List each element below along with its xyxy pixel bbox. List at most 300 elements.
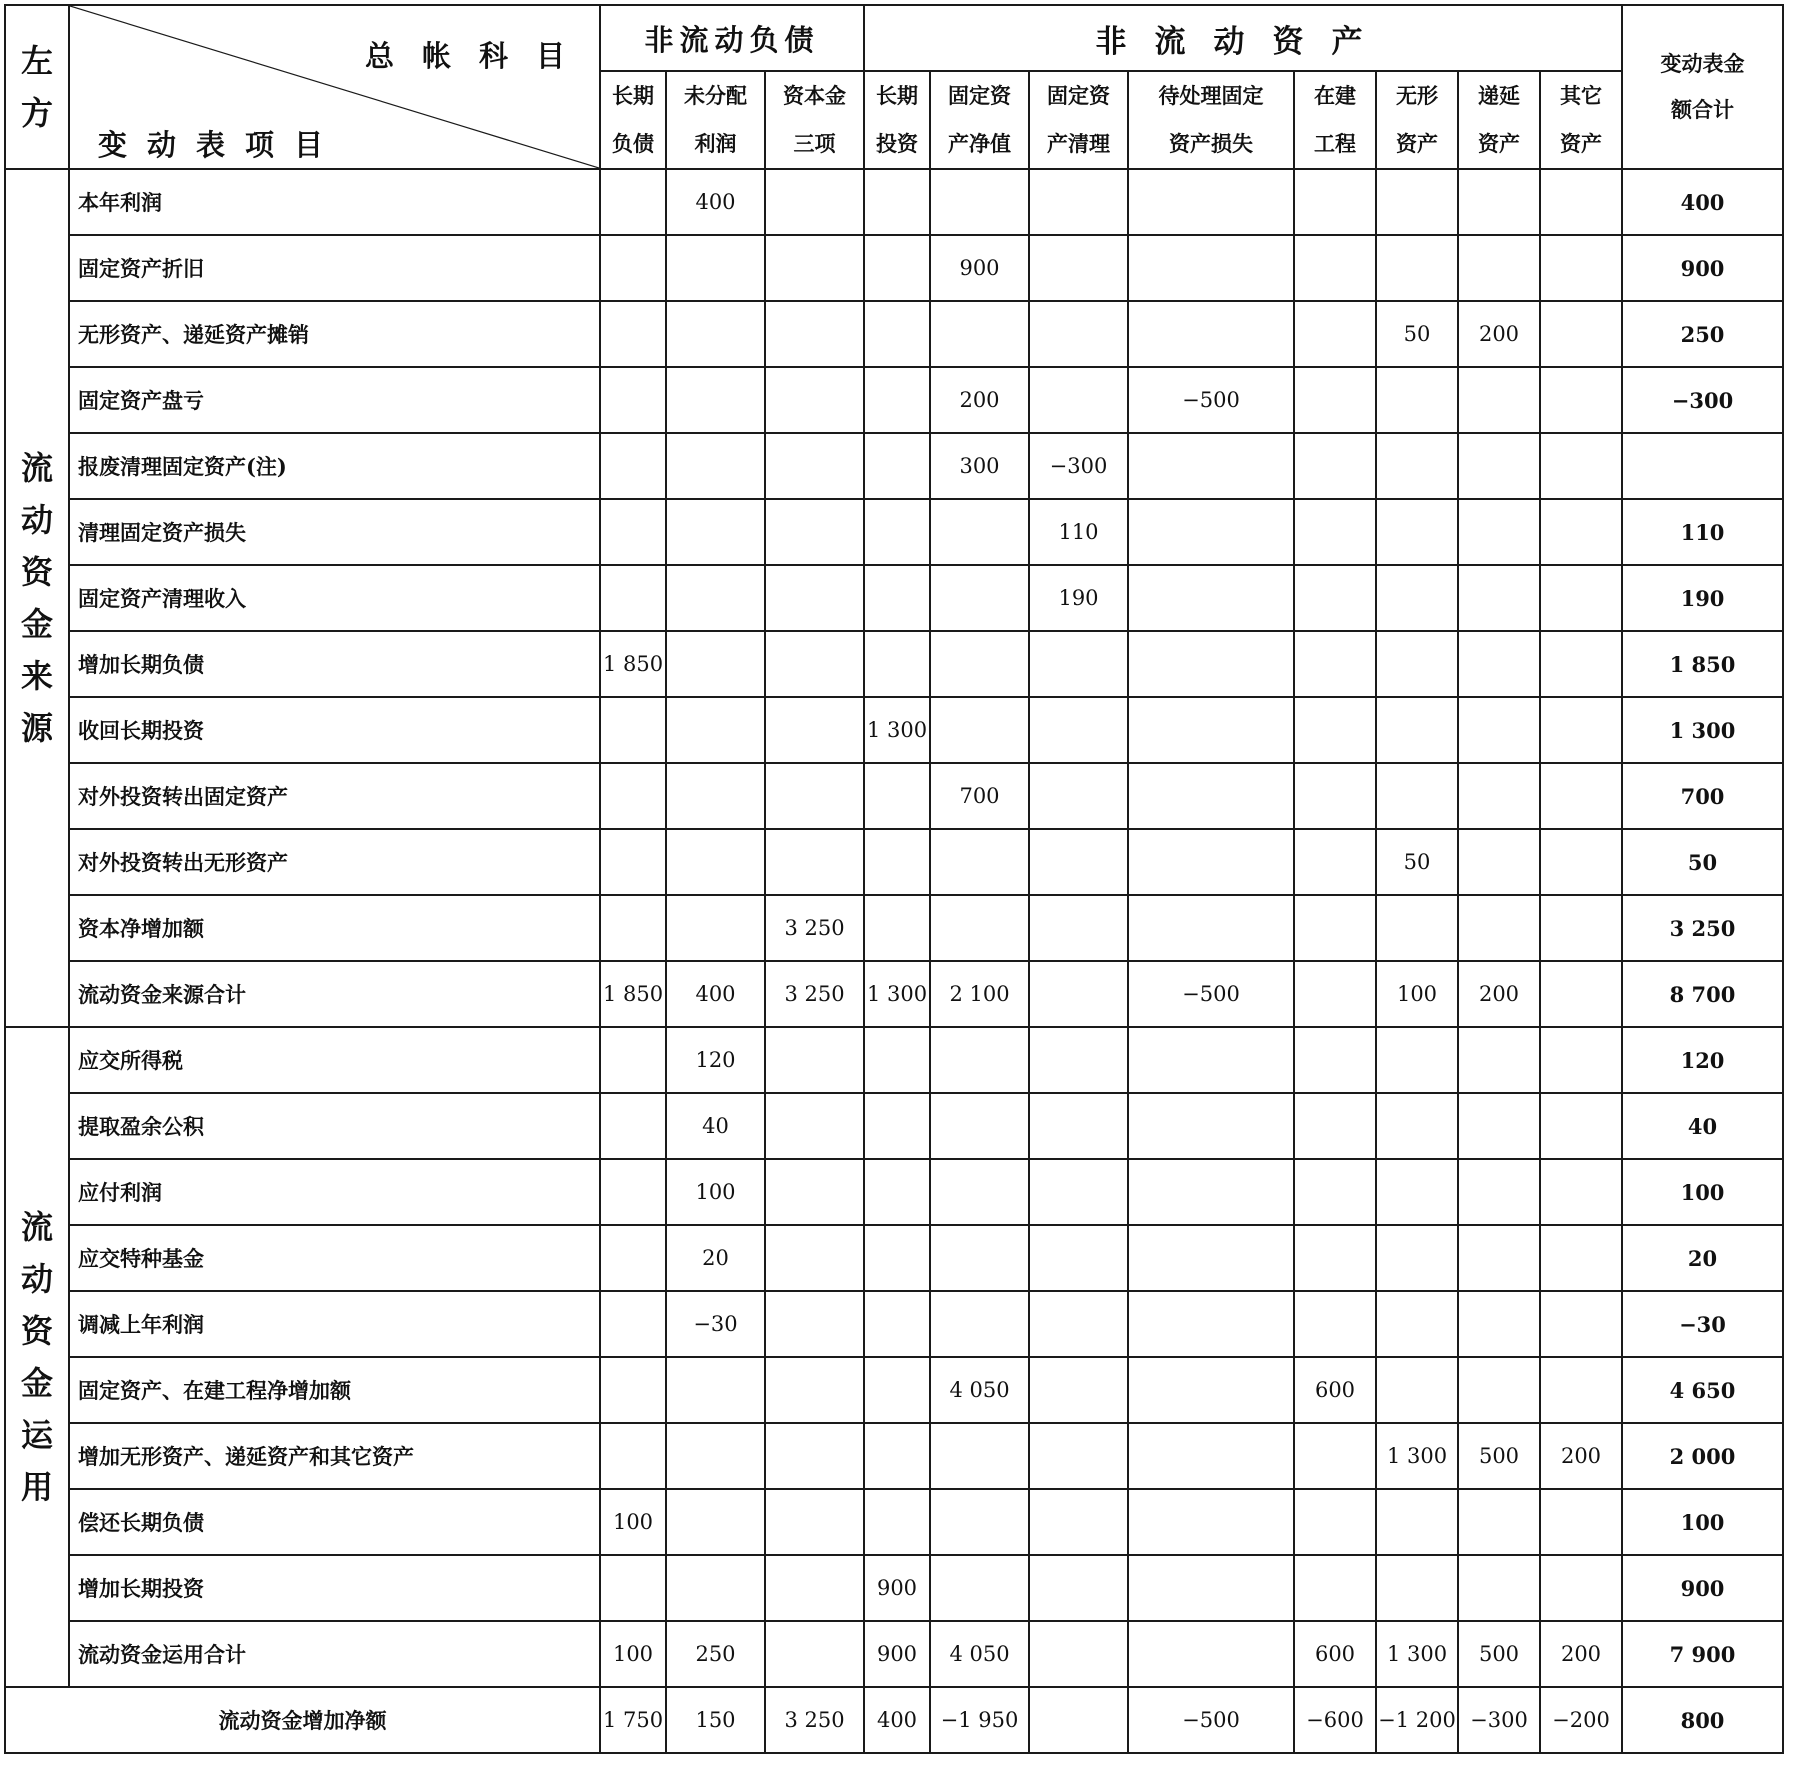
table-cell [930,631,1029,697]
table-cell [765,235,864,301]
table-cell [1376,763,1458,829]
table-cell [930,829,1029,895]
table-cell [1294,1423,1376,1489]
table-cell: 110 [1029,499,1128,565]
row-total-cell: 2 000 [1622,1423,1783,1489]
table-cell [864,1357,930,1423]
table-cell [1029,1291,1128,1357]
row-item-label: 清理固定资产损失 [69,499,600,565]
table-cell: −1 950 [930,1687,1029,1753]
table-cell [1458,1159,1540,1225]
table-cell [1128,499,1294,565]
row-total-cell: 3 250 [1622,895,1783,961]
table-cell: −500 [1128,961,1294,1027]
table-cell [1029,763,1128,829]
table-cell [1029,235,1128,301]
table-row [5,565,1783,631]
table-cell: −30 [666,1291,765,1357]
table-cell [1376,1225,1458,1291]
table-cell [1458,763,1540,829]
table-row [5,367,1783,433]
table-row [5,697,1783,763]
column-header [1029,71,1128,169]
table-cell [600,367,666,433]
table-cell [930,1225,1029,1291]
table-cell [666,235,765,301]
table-cell [666,499,765,565]
table-cell [1128,1357,1294,1423]
table-cell [1458,433,1540,499]
table-cell [765,1357,864,1423]
table-row [5,1357,1783,1423]
table-cell: 4 050 [930,1621,1029,1687]
table-cell: 600 [1294,1357,1376,1423]
table-cell: 100 [600,1489,666,1555]
table-cell [666,697,765,763]
row-total-cell: 1 300 [1622,697,1783,763]
table-cell: 200 [1458,301,1540,367]
row-item-label: 固定资产折旧 [69,235,600,301]
table-cell [930,895,1029,961]
column-header-label: 固定资产清理 [1047,83,1110,156]
column-header-label: 递延资产 [1478,83,1520,156]
table-cell [600,697,666,763]
table-cell [1128,301,1294,367]
table-cell [1128,697,1294,763]
column-header-label: 长期负债 [612,83,654,156]
table-cell: 100 [600,1621,666,1687]
net-increase-row [5,1687,1783,1753]
table-cell [930,697,1029,763]
row-item-label: 对外投资转出固定资产 [69,763,600,829]
row-item-label: 固定资产、在建工程净增加额 [69,1357,600,1423]
table-cell: 1 850 [600,631,666,697]
net-increase-label: 流动资金增加净额 [5,1687,600,1753]
table-cell [1294,631,1376,697]
table-cell [600,1093,666,1159]
table-cell [600,565,666,631]
table-cell [864,301,930,367]
table-cell [930,1027,1029,1093]
table-cell [864,1027,930,1093]
table-cell [1128,1423,1294,1489]
table-cell [600,829,666,895]
table-cell [1128,1093,1294,1159]
diagonal-header-cell [69,5,600,169]
table-cell [1294,1489,1376,1555]
table-cell [1376,367,1458,433]
table-cell [1029,1555,1128,1621]
table-cell: 4 050 [930,1357,1029,1423]
table-cell [1029,169,1128,235]
table-cell [1540,1489,1622,1555]
table-cell [1294,961,1376,1027]
table-cell [600,169,666,235]
table-cell: 20 [666,1225,765,1291]
table-row [5,1555,1783,1621]
table-cell [864,829,930,895]
table-cell [1376,1357,1458,1423]
table-cell [1458,1093,1540,1159]
table-cell [1540,565,1622,631]
table-cell [864,1159,930,1225]
table-cell [765,1621,864,1687]
table-cell [864,763,930,829]
table-row [5,301,1783,367]
table-cell: 400 [666,961,765,1027]
table-cell [864,367,930,433]
table-row [5,1093,1783,1159]
column-header [930,71,1029,169]
table-cell: 900 [864,1621,930,1687]
table-cell [1376,433,1458,499]
table-row [5,499,1783,565]
table-cell [1540,895,1622,961]
table-cell [1458,1027,1540,1093]
table-cell [1458,1555,1540,1621]
table-cell: −300 [1458,1687,1540,1753]
sources-section-label: 流动资金来源 [5,169,69,1027]
table-cell [765,1093,864,1159]
row-item-label: 提取盈余公积 [69,1093,600,1159]
row-total-cell: 110 [1622,499,1783,565]
column-header-label: 无形资产 [1396,83,1438,156]
table-cell [1458,1489,1540,1555]
table-cell [864,1093,930,1159]
table-cell [600,433,666,499]
row-total-cell: 900 [1622,1555,1783,1621]
table-row [5,1027,1783,1093]
column-header-label: 其它资产 [1560,83,1602,156]
table-cell [1458,1291,1540,1357]
table-cell [1128,829,1294,895]
table-cell [864,433,930,499]
column-header [600,71,666,169]
table-cell [765,1225,864,1291]
row-item-label: 流动资金运用合计 [69,1621,600,1687]
row-total-cell: 120 [1622,1027,1783,1093]
table-cell [1376,895,1458,961]
row-total-cell [1622,433,1783,499]
table-cell [1029,1687,1128,1753]
table-cell [1458,1357,1540,1423]
table-cell [864,565,930,631]
column-header-label: 在建工程 [1314,83,1356,156]
table-row [5,1291,1783,1357]
table-cell [765,367,864,433]
row-item-label: 应交特种基金 [69,1225,600,1291]
row-total-cell: 7 900 [1622,1621,1783,1687]
row-total-cell: 900 [1622,235,1783,301]
table-cell [1128,1489,1294,1555]
table-cell: 100 [666,1159,765,1225]
table-row [5,1621,1783,1687]
table-cell [1376,697,1458,763]
table-row [5,961,1783,1027]
row-total-cell: −30 [1622,1291,1783,1357]
column-header-label: 固定资产净值 [948,83,1011,156]
table-cell [1458,235,1540,301]
table-cell [666,895,765,961]
row-total-cell: −300 [1622,367,1783,433]
table-cell [765,763,864,829]
table-cell: 700 [930,763,1029,829]
group-noncurrent-liabilities: 非流动负债 [600,5,864,71]
table-cell [930,1423,1029,1489]
table-cell [1029,1621,1128,1687]
table-row [5,763,1783,829]
row-total-cell: 100 [1622,1159,1783,1225]
table-cell [1540,1225,1622,1291]
table-cell [1294,499,1376,565]
column-header [765,71,864,169]
table-cell [1128,1027,1294,1093]
table-cell [1376,499,1458,565]
table-cell [1540,1159,1622,1225]
table-cell [1029,1093,1128,1159]
table-cell [1294,829,1376,895]
table-cell: −1 200 [1376,1687,1458,1753]
table-cell [930,169,1029,235]
row-total-cell: 8 700 [1622,961,1783,1027]
table-cell: 400 [666,169,765,235]
column-header [1376,71,1458,169]
table-cell [1458,829,1540,895]
table-cell [1540,367,1622,433]
table-cell [765,1489,864,1555]
table-cell [1540,235,1622,301]
table-cell [1294,1555,1376,1621]
table-cell: 50 [1376,829,1458,895]
table-cell [600,235,666,301]
table-cell [930,565,1029,631]
table-cell [930,1159,1029,1225]
table-cell: 3 250 [765,895,864,961]
table-cell [1376,631,1458,697]
diag-bottom-label: 变动表项目 [98,128,344,162]
table-cell [864,895,930,961]
table-cell [1294,367,1376,433]
table-cell [1458,697,1540,763]
table-cell: 200 [1540,1423,1622,1489]
table-cell [1128,1621,1294,1687]
table-cell [1029,1159,1128,1225]
table-cell [1128,1291,1294,1357]
table-cell [1294,763,1376,829]
table-cell [765,1291,864,1357]
table-cell: −200 [1540,1687,1622,1753]
table-cell [1376,169,1458,235]
table-cell [930,1093,1029,1159]
table-cell [1128,895,1294,961]
table-cell [1540,829,1622,895]
table-cell [930,1489,1029,1555]
table-row [5,1423,1783,1489]
left-side-header: 左方 [5,5,69,169]
table-cell: 1 300 [864,961,930,1027]
table-cell [1540,499,1622,565]
table-cell [1294,169,1376,235]
table-cell: 3 250 [765,1687,864,1753]
table-row [5,1489,1783,1555]
table-cell [1540,631,1622,697]
table-cell [1458,895,1540,961]
table-cell: 50 [1376,301,1458,367]
table-cell [1540,1027,1622,1093]
table-cell [600,301,666,367]
table-cell: 600 [1294,1621,1376,1687]
table-row [5,829,1783,895]
table-cell [1376,565,1458,631]
table-cell [1458,169,1540,235]
table-cell [666,301,765,367]
table-cell [1294,895,1376,961]
table-cell [600,499,666,565]
table-cell: −500 [1128,367,1294,433]
table-row [5,235,1783,301]
column-header-label: 长期投资 [876,83,918,156]
table-cell [864,1489,930,1555]
table-cell [1294,1159,1376,1225]
table-cell [666,631,765,697]
column-header [1294,71,1376,169]
table-cell [1294,433,1376,499]
table-cell: 120 [666,1027,765,1093]
fund-change-table [4,4,1784,1754]
table-cell [1376,1489,1458,1555]
row-item-label: 增加长期负债 [69,631,600,697]
column-header-label: 未分配利润 [684,83,747,156]
table-cell [930,301,1029,367]
row-item-label: 固定资产清理收入 [69,565,600,631]
table-cell [666,1489,765,1555]
table-cell [1540,169,1622,235]
table-cell: 500 [1458,1423,1540,1489]
table-cell [1294,301,1376,367]
table-cell [1540,1093,1622,1159]
table-cell [1458,367,1540,433]
table-cell: 2 100 [930,961,1029,1027]
table-cell: 500 [1458,1621,1540,1687]
table-cell: 190 [1029,565,1128,631]
table-cell: 300 [930,433,1029,499]
net-total-cell: 800 [1622,1687,1783,1753]
table-cell: 150 [666,1687,765,1753]
table-cell [765,697,864,763]
table-cell [1029,1027,1128,1093]
table-cell [1376,1159,1458,1225]
row-item-label: 增加无形资产、递延资产和其它资产 [69,1423,600,1489]
table-cell: −500 [1128,1687,1294,1753]
column-header [666,71,765,169]
table-cell [1540,1555,1622,1621]
table-cell: 100 [1376,961,1458,1027]
table-cell [1294,1225,1376,1291]
table-cell [1029,961,1128,1027]
table-cell [1540,763,1622,829]
table-cell [1294,1291,1376,1357]
table-cell [600,1027,666,1093]
table-cell [765,565,864,631]
table-cell [600,895,666,961]
row-item-label: 本年利润 [69,169,600,235]
table-cell [600,1357,666,1423]
table-cell [930,1291,1029,1357]
table-cell [666,1555,765,1621]
table-cell [765,829,864,895]
table-cell [765,631,864,697]
row-item-label: 资本净增加额 [69,895,600,961]
table-cell [765,1159,864,1225]
row-total-cell: 190 [1622,565,1783,631]
column-header [1128,71,1294,169]
table-cell [1029,1225,1128,1291]
table-cell [864,631,930,697]
table-cell [1458,499,1540,565]
table-cell [1128,169,1294,235]
row-item-label: 收回长期投资 [69,697,600,763]
uses-section-label: 流动资金运用 [5,1027,69,1687]
table-cell: −600 [1294,1687,1376,1753]
table-cell [930,499,1029,565]
table-cell [765,1555,864,1621]
row-total-cell: 40 [1622,1093,1783,1159]
table-cell: 250 [666,1621,765,1687]
table-cell [1128,1225,1294,1291]
table-cell [600,1423,666,1489]
table-cell: 1 850 [600,961,666,1027]
table-cell: 40 [666,1093,765,1159]
table-cell [1540,433,1622,499]
table-cell [1458,565,1540,631]
table-cell: 400 [864,1687,930,1753]
table-cell [1294,235,1376,301]
table-cell [1540,1291,1622,1357]
column-header-label: 待处理固定资产损失 [1158,83,1264,156]
row-total-cell: 50 [1622,829,1783,895]
table-cell [1029,1489,1128,1555]
table-cell [1128,631,1294,697]
table-cell [1540,301,1622,367]
table-row [5,169,1783,235]
table-cell [1029,895,1128,961]
row-total-cell: 100 [1622,1489,1783,1555]
table-cell [1029,301,1128,367]
row-item-label: 偿还长期负债 [69,1489,600,1555]
table-cell [1029,367,1128,433]
table-cell [666,433,765,499]
table-row [5,433,1783,499]
table-cell [666,1423,765,1489]
table-cell [1029,697,1128,763]
table-cell: 1 300 [1376,1423,1458,1489]
table-cell [1458,1225,1540,1291]
table-cell: 3 250 [765,961,864,1027]
row-item-label: 流动资金来源合计 [69,961,600,1027]
table-cell [1540,697,1622,763]
table-cell: 200 [1540,1621,1622,1687]
table-cell [1458,631,1540,697]
table-cell [1128,763,1294,829]
table-cell: 200 [930,367,1029,433]
group-noncurrent-assets: 非流动资产 [864,5,1622,71]
row-item-label: 调减上年利润 [69,1291,600,1357]
row-total-cell: 1 850 [1622,631,1783,697]
table-cell [765,169,864,235]
column-header [1458,71,1540,169]
table-row [5,1159,1783,1225]
table-cell [1128,235,1294,301]
